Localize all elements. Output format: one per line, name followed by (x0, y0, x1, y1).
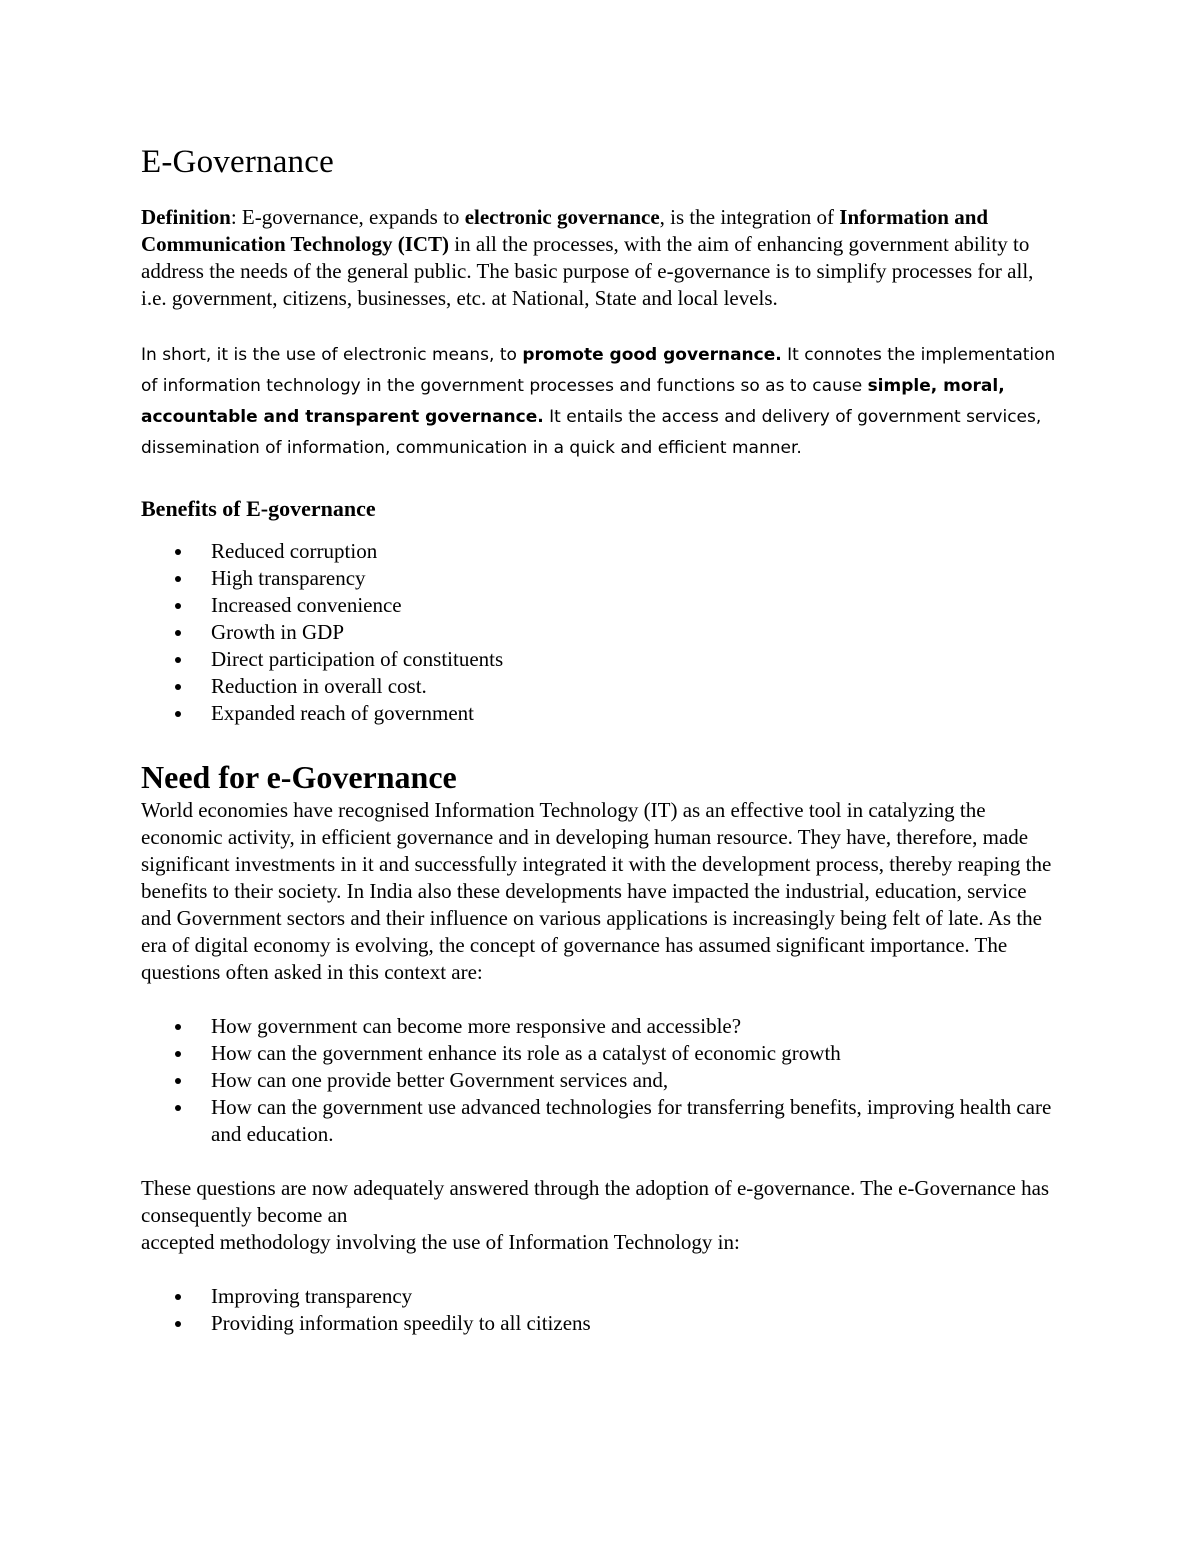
short-bold-2: simple, moral, accountable and transparent governance. (141, 376, 1005, 427)
definition-text-3: in all the processes, with the aim of enhancing government ability to address the needs of the general public. The basic purpose of e-governance is to simplify processes for all, i.e. government, citizens, businesses, etc. at National, State and local levels. (141, 232, 1034, 310)
short-text-2: It connotes the implementation of information technology in the government processes and functions so as to cause (141, 345, 1056, 396)
definition-text-2: , is the integration of (659, 205, 840, 229)
answer-paragraph (141, 1175, 1061, 1256)
need-paragraph: World economies have recognised Information Technology (IT) as an effective tool in catalyzing the economic activity, in efficient governance and in developing human resource. They have, therefore, made significant investments in it and successfully integrated it with the development process, thereby reaping the benefits to their society. In India also these developments have impacted the industrial, education, service and Government sectors and their influence on various applications is increasingly being felt of late. As the era of digital economy is evolving, the concept of governance has assumed significant importance. The questions often asked in this context are: (141, 798, 1052, 984)
short-summary-paragraph (141, 340, 1061, 464)
list-item: How can the government use advanced technologies for transferring benefits, improving health care and education. (141, 1094, 1061, 1148)
list-item: Providing information speedily to all citizens (141, 1310, 1061, 1337)
list-item: How can one provide better Government services and, (141, 1067, 1061, 1094)
document-page (141, 140, 1061, 1337)
definition-bold-1: electronic governance (464, 205, 660, 229)
answer-line-1: These questions are now adequately answered through the adoption of e-governance. The e-Governance has consequently become an (141, 1176, 1050, 1227)
list-item: High transparency (141, 565, 1061, 592)
definition-paragraph (141, 204, 1061, 312)
list-item: Improving transparency (141, 1283, 1061, 1310)
need-heading: Need for e-Governance (141, 759, 457, 795)
short-text-3: It entails the access and delivery of government services, dissemination of information, communication in a quick and efficient manner. (141, 407, 1042, 458)
short-bold-1: promote good governance. (522, 345, 782, 365)
list-item: How can the government enhance its role as a catalyst of economic growth (141, 1040, 1061, 1067)
list-item: Increased convenience (141, 592, 1061, 619)
list-item: How government can become more responsive and accessible? (141, 1013, 1061, 1040)
benefits-heading: Benefits of E-governance (141, 496, 376, 521)
uses-list (141, 1283, 1061, 1337)
document-title: E-Governance (141, 144, 334, 180)
list-item: Reduction in overall cost. (141, 673, 1061, 700)
list-item: Growth in GDP (141, 619, 1061, 646)
definition-label: Definition (141, 205, 231, 229)
list-item: Expanded reach of government (141, 700, 1061, 727)
answer-line-2: accepted methodology involving the use of Information Technology in: (141, 1230, 740, 1254)
definition-text-1: : E-governance, expands to (230, 205, 465, 229)
list-item: Direct participation of constituents (141, 646, 1061, 673)
list-item: Reduced corruption (141, 538, 1061, 565)
benefits-list (141, 538, 1061, 727)
questions-list (141, 1013, 1061, 1148)
short-text-1: In short, it is the use of electronic means, to (141, 345, 523, 365)
definition-bold-2: Information and Communication Technology (ICT) (141, 205, 989, 256)
